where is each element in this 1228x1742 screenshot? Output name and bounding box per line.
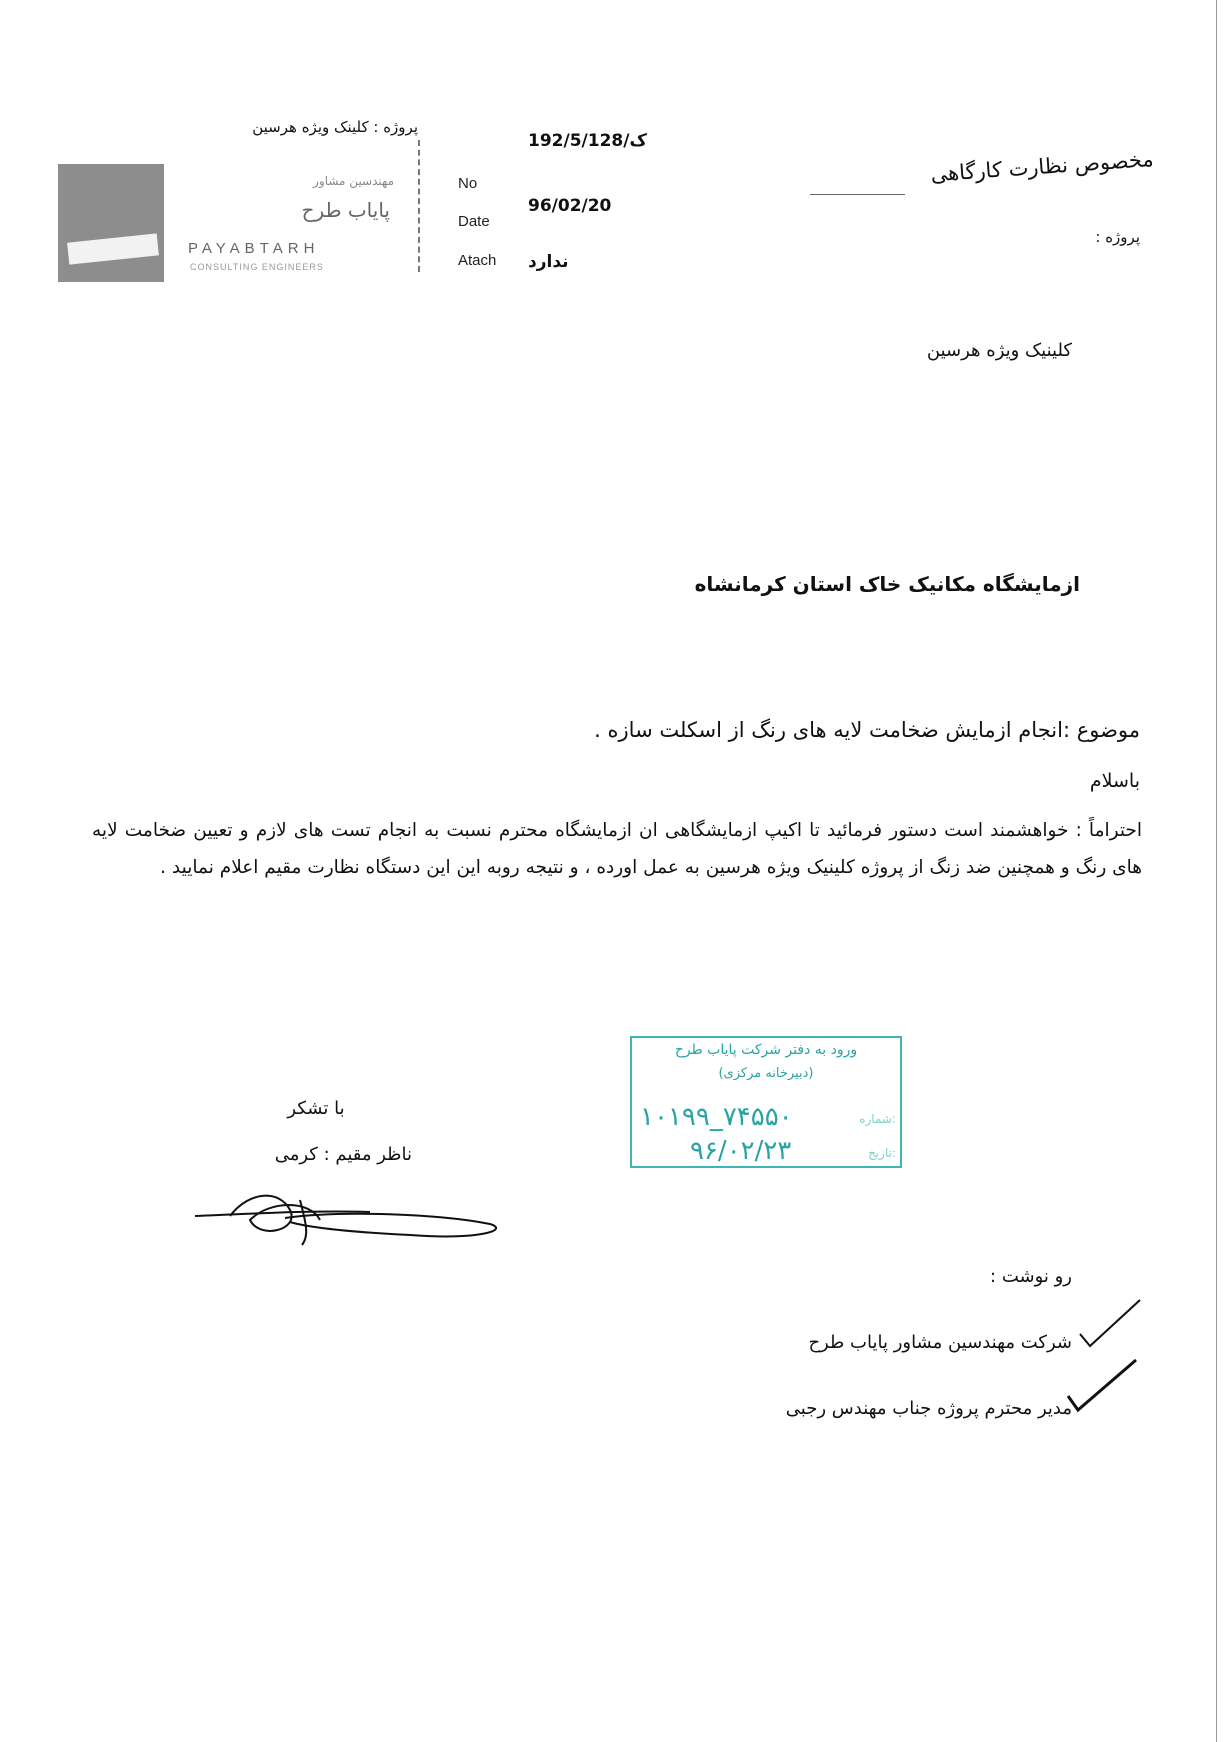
letter-date: 96/02/20 [528,196,612,216]
body-paragraph: احتراماً : خواهشمند است دستور فرمائید تا اکیپ ازمایشگاهی ان ازمایشگاه محترم نسبت به انجام تست های لازم و تعیین ضخامت لایه های رنگ و همچنین ضد زنگ از پروژه کلینیک ویژه هرسین به عمل اورده ، و نتیجه روبه این این دستگاه نظارت مقیم اعلام نمایید . [92,820,1142,878]
label-date: Date [458,213,490,230]
logo-fa-name: پایاب طرح [301,198,390,222]
title-underline [810,194,905,195]
header-divider [418,140,420,272]
cc-item: مدیر محترم پروژه جناب مهندس رجبی [785,1398,1072,1419]
subject-line: موضوع :انجام ازمایش ضخامت لایه های رنگ از اسکلت سازه . [594,718,1140,742]
signer: ناظر مقیم : کرمی [274,1144,412,1165]
label-attachment: Atach [458,252,497,269]
cc-heading: رو نوشت : [990,1266,1072,1287]
received-stamp [630,1036,902,1168]
closing: با تشکر [287,1098,345,1119]
addressee: ازمایشگاه مکانیک خاک استان کرمانشاه [694,572,1080,596]
header-project-line: پروژه : کلینک ویژه هرسین [252,118,418,136]
logo-en-subtitle: CONSULTING ENGINEERS [190,262,324,272]
logo-en-name: PAYABTARH [188,240,320,257]
salutation: باسلام [1089,770,1140,792]
checkmark-icon [1066,1356,1138,1420]
stamp-date: ۹۶/۰۲/۲۳ [690,1136,792,1166]
letter-attachment: ندارد [528,252,569,272]
stamp-number-label: شماره: [859,1112,896,1126]
cc-item: شرکت مهندسین مشاور پایاب طرح [808,1332,1072,1353]
stamp-number: ۱۰۱۹۹_۷۴۵۵۰ [640,1102,793,1132]
recipient-line: کلینیک ویژه هرسین [926,340,1072,361]
page-edge [1216,0,1217,1742]
company-logo-image [58,164,164,282]
project-label: پروژه : [1095,228,1140,246]
signature-image [190,1180,510,1264]
letter-number: 192/5/ک/128 [528,131,647,151]
checkmark-icon [1078,1296,1142,1356]
stamp-subtitle: (دبیرخانه مرکزی) [718,1066,814,1081]
stamp-title: ورود به دفتر شرکت پایاب طرح [674,1042,858,1058]
logo-fa-subtitle: مهندسین مشاور [313,174,394,188]
label-no: No [458,175,478,192]
stamp-date-label: تاریخ: [868,1146,896,1160]
letter-title: مخصوص نظارت کارگاهی [929,146,1155,187]
